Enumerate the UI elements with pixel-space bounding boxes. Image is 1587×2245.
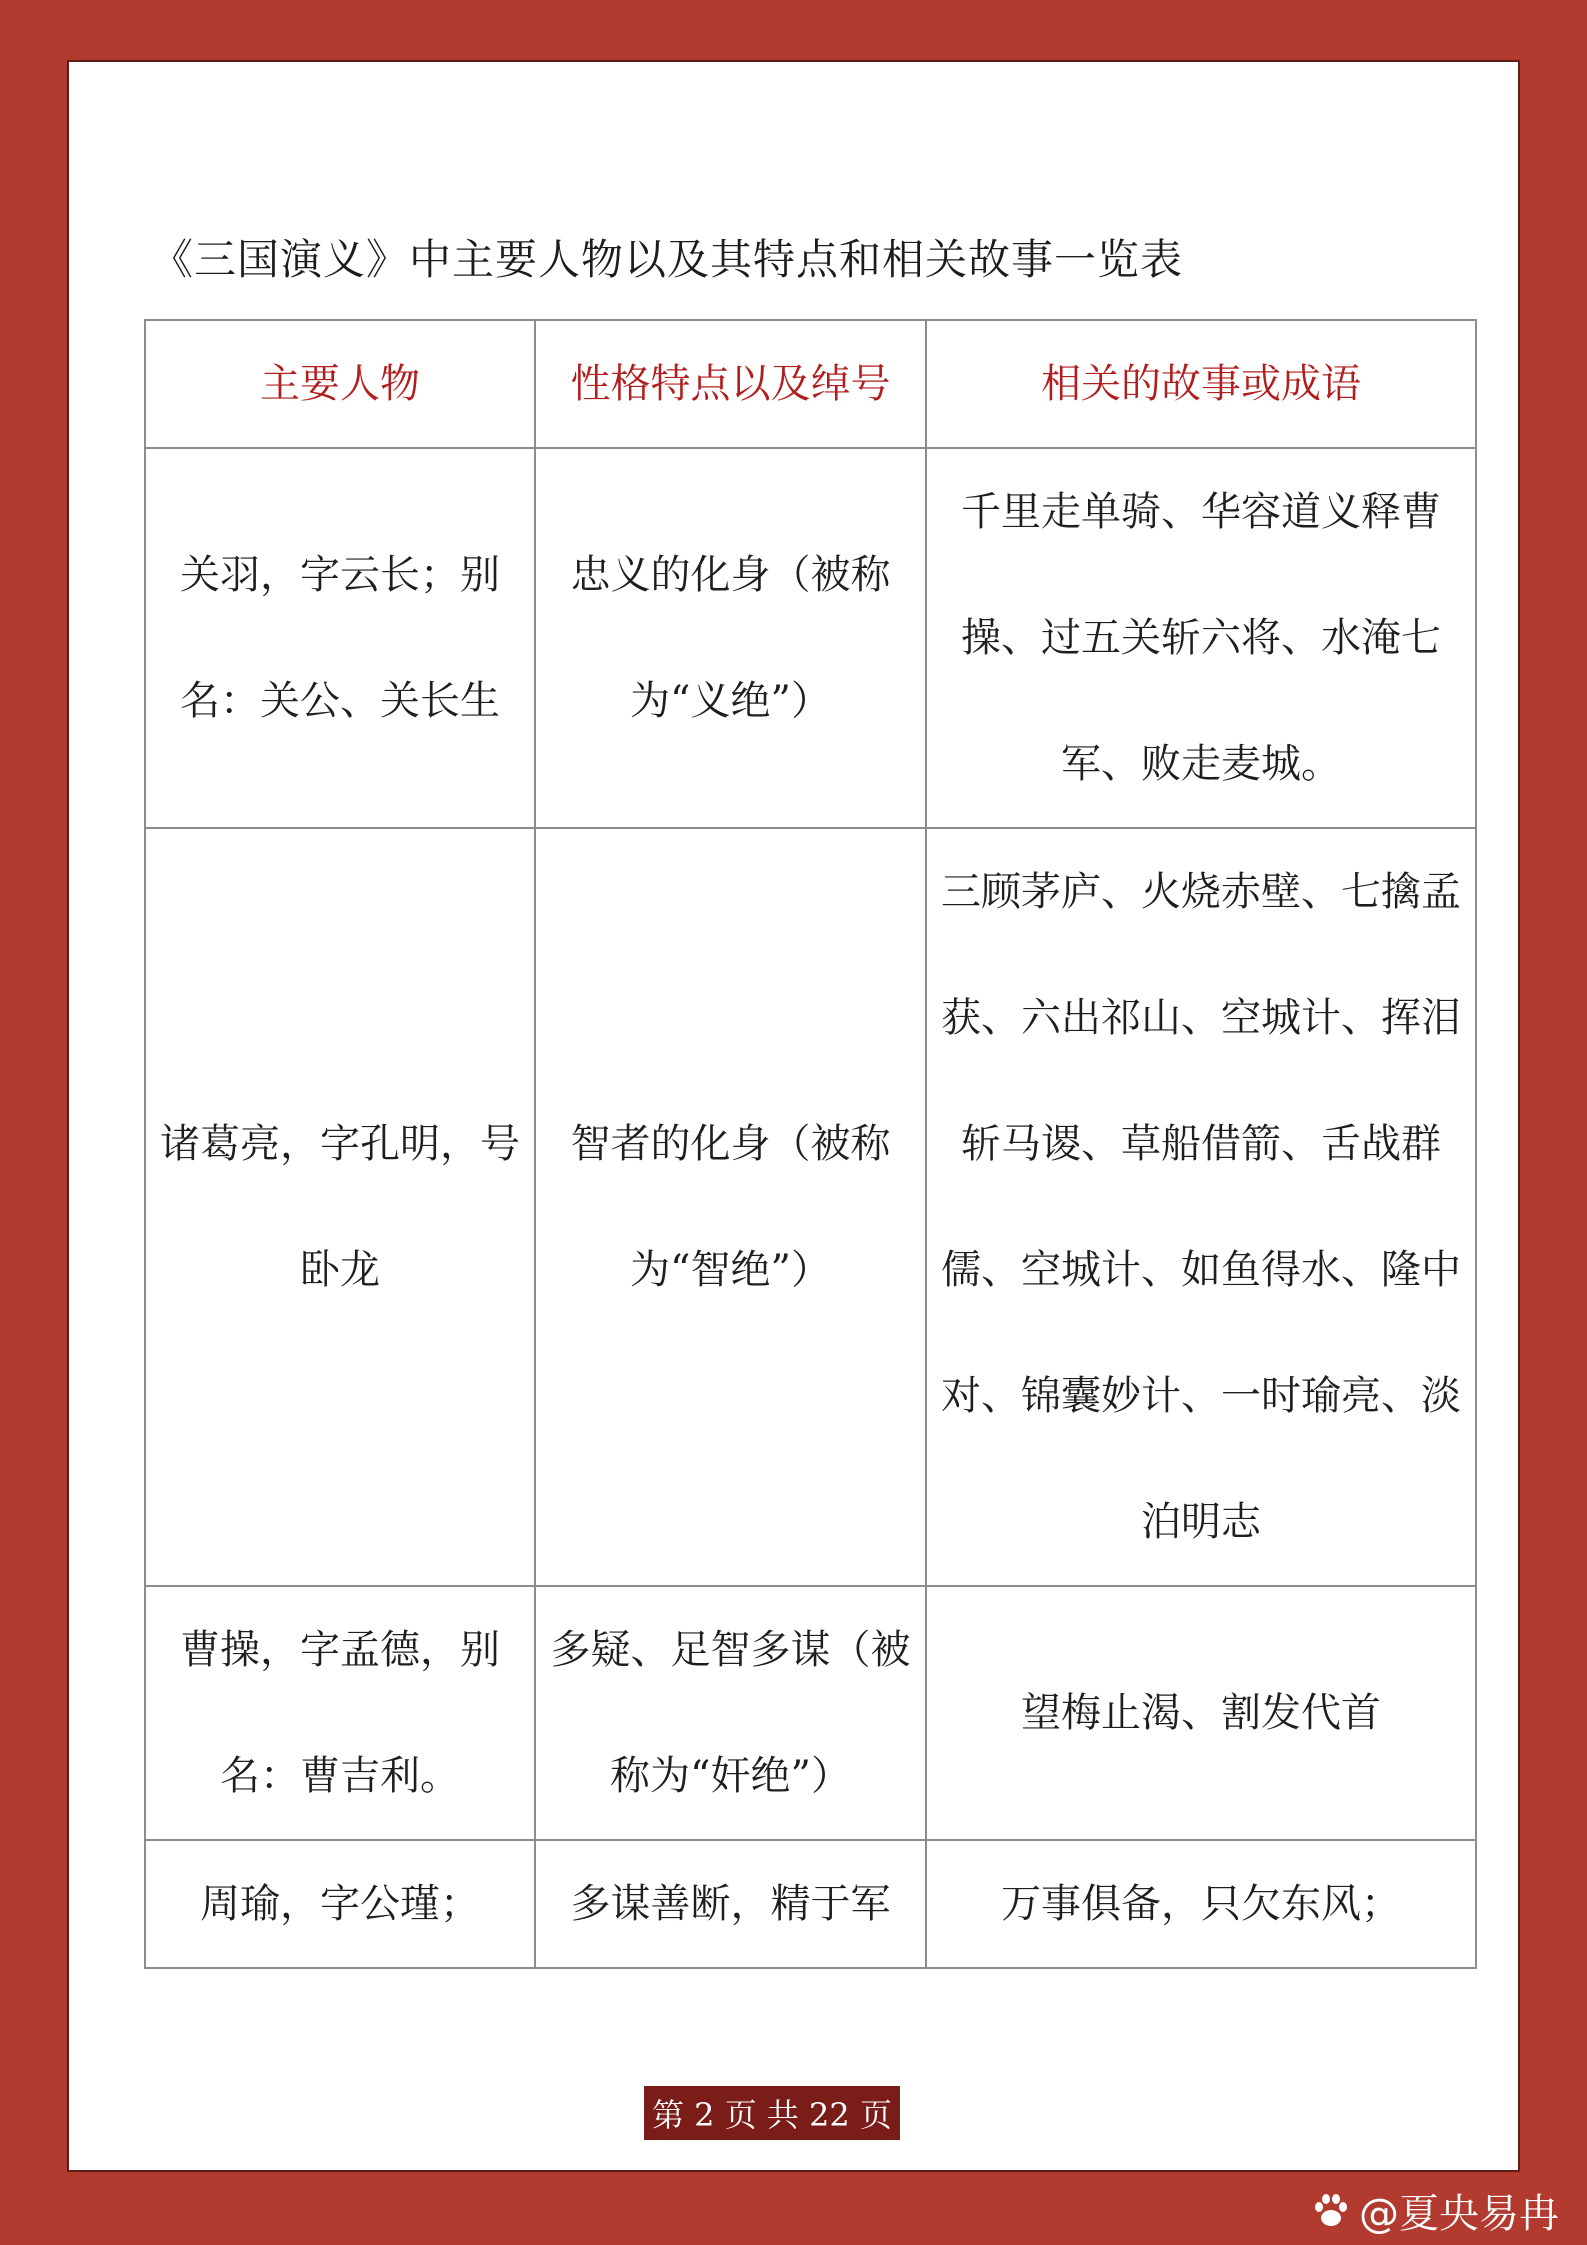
header-cell-stories: 相关的故事或成语 — [926, 320, 1476, 448]
stories-cell: 万事俱备，只欠东风； — [926, 1840, 1476, 1968]
traits-cell: 智者的化身（被称为“智绝”） — [535, 828, 926, 1586]
paw-icon — [1309, 2189, 1353, 2233]
page-title: 《三国演义》中主要人物以及其特点和相关故事一览表 — [151, 235, 1184, 284]
table-header-row — [145, 320, 1476, 448]
person-cell: 曹操，字孟德，别名：曹吉利。 — [145, 1586, 535, 1840]
person-cell: 关羽，字云长；别名：关公、关长生 — [145, 448, 535, 828]
stories-cell: 三顾茅庐、火烧赤壁、七擒孟获、六出祁山、空城计、挥泪斩马谡、草船借箭、舌战群儒、空城计、如鱼得水、隆中对、锦囊妙计、一时瑜亮、淡泊明志 — [926, 828, 1476, 1586]
watermark — [1309, 2182, 1559, 2239]
document-page — [67, 60, 1520, 2172]
watermark-text: @夏央易冉 — [1359, 2191, 1559, 2237]
characters-table — [144, 319, 1477, 1969]
table-row — [145, 1586, 1476, 1840]
table-row — [145, 1840, 1476, 1968]
traits-cell: 忠义的化身（被称为“义绝”） — [535, 448, 926, 828]
person-cell: 周瑜，字公瑾； — [145, 1840, 535, 1968]
header-cell-traits: 性格特点以及绰号 — [535, 320, 926, 448]
table-row — [145, 828, 1476, 1586]
stories-cell: 千里走单骑、华容道义释曹操、过五关斩六将、水淹七军、败走麦城。 — [926, 448, 1476, 828]
traits-cell: 多谋善断，精于军 — [535, 1840, 926, 1968]
traits-cell: 多疑、足智多谋（被称为“奸绝”） — [535, 1586, 926, 1840]
stories-cell: 望梅止渴、割发代首 — [926, 1586, 1476, 1840]
page-number: 第 2 页 共 22 页 — [644, 2086, 900, 2140]
person-cell: 诸葛亮，字孔明，号卧龙 — [145, 828, 535, 1586]
header-cell-person: 主要人物 — [145, 320, 535, 448]
table-row — [145, 448, 1476, 828]
